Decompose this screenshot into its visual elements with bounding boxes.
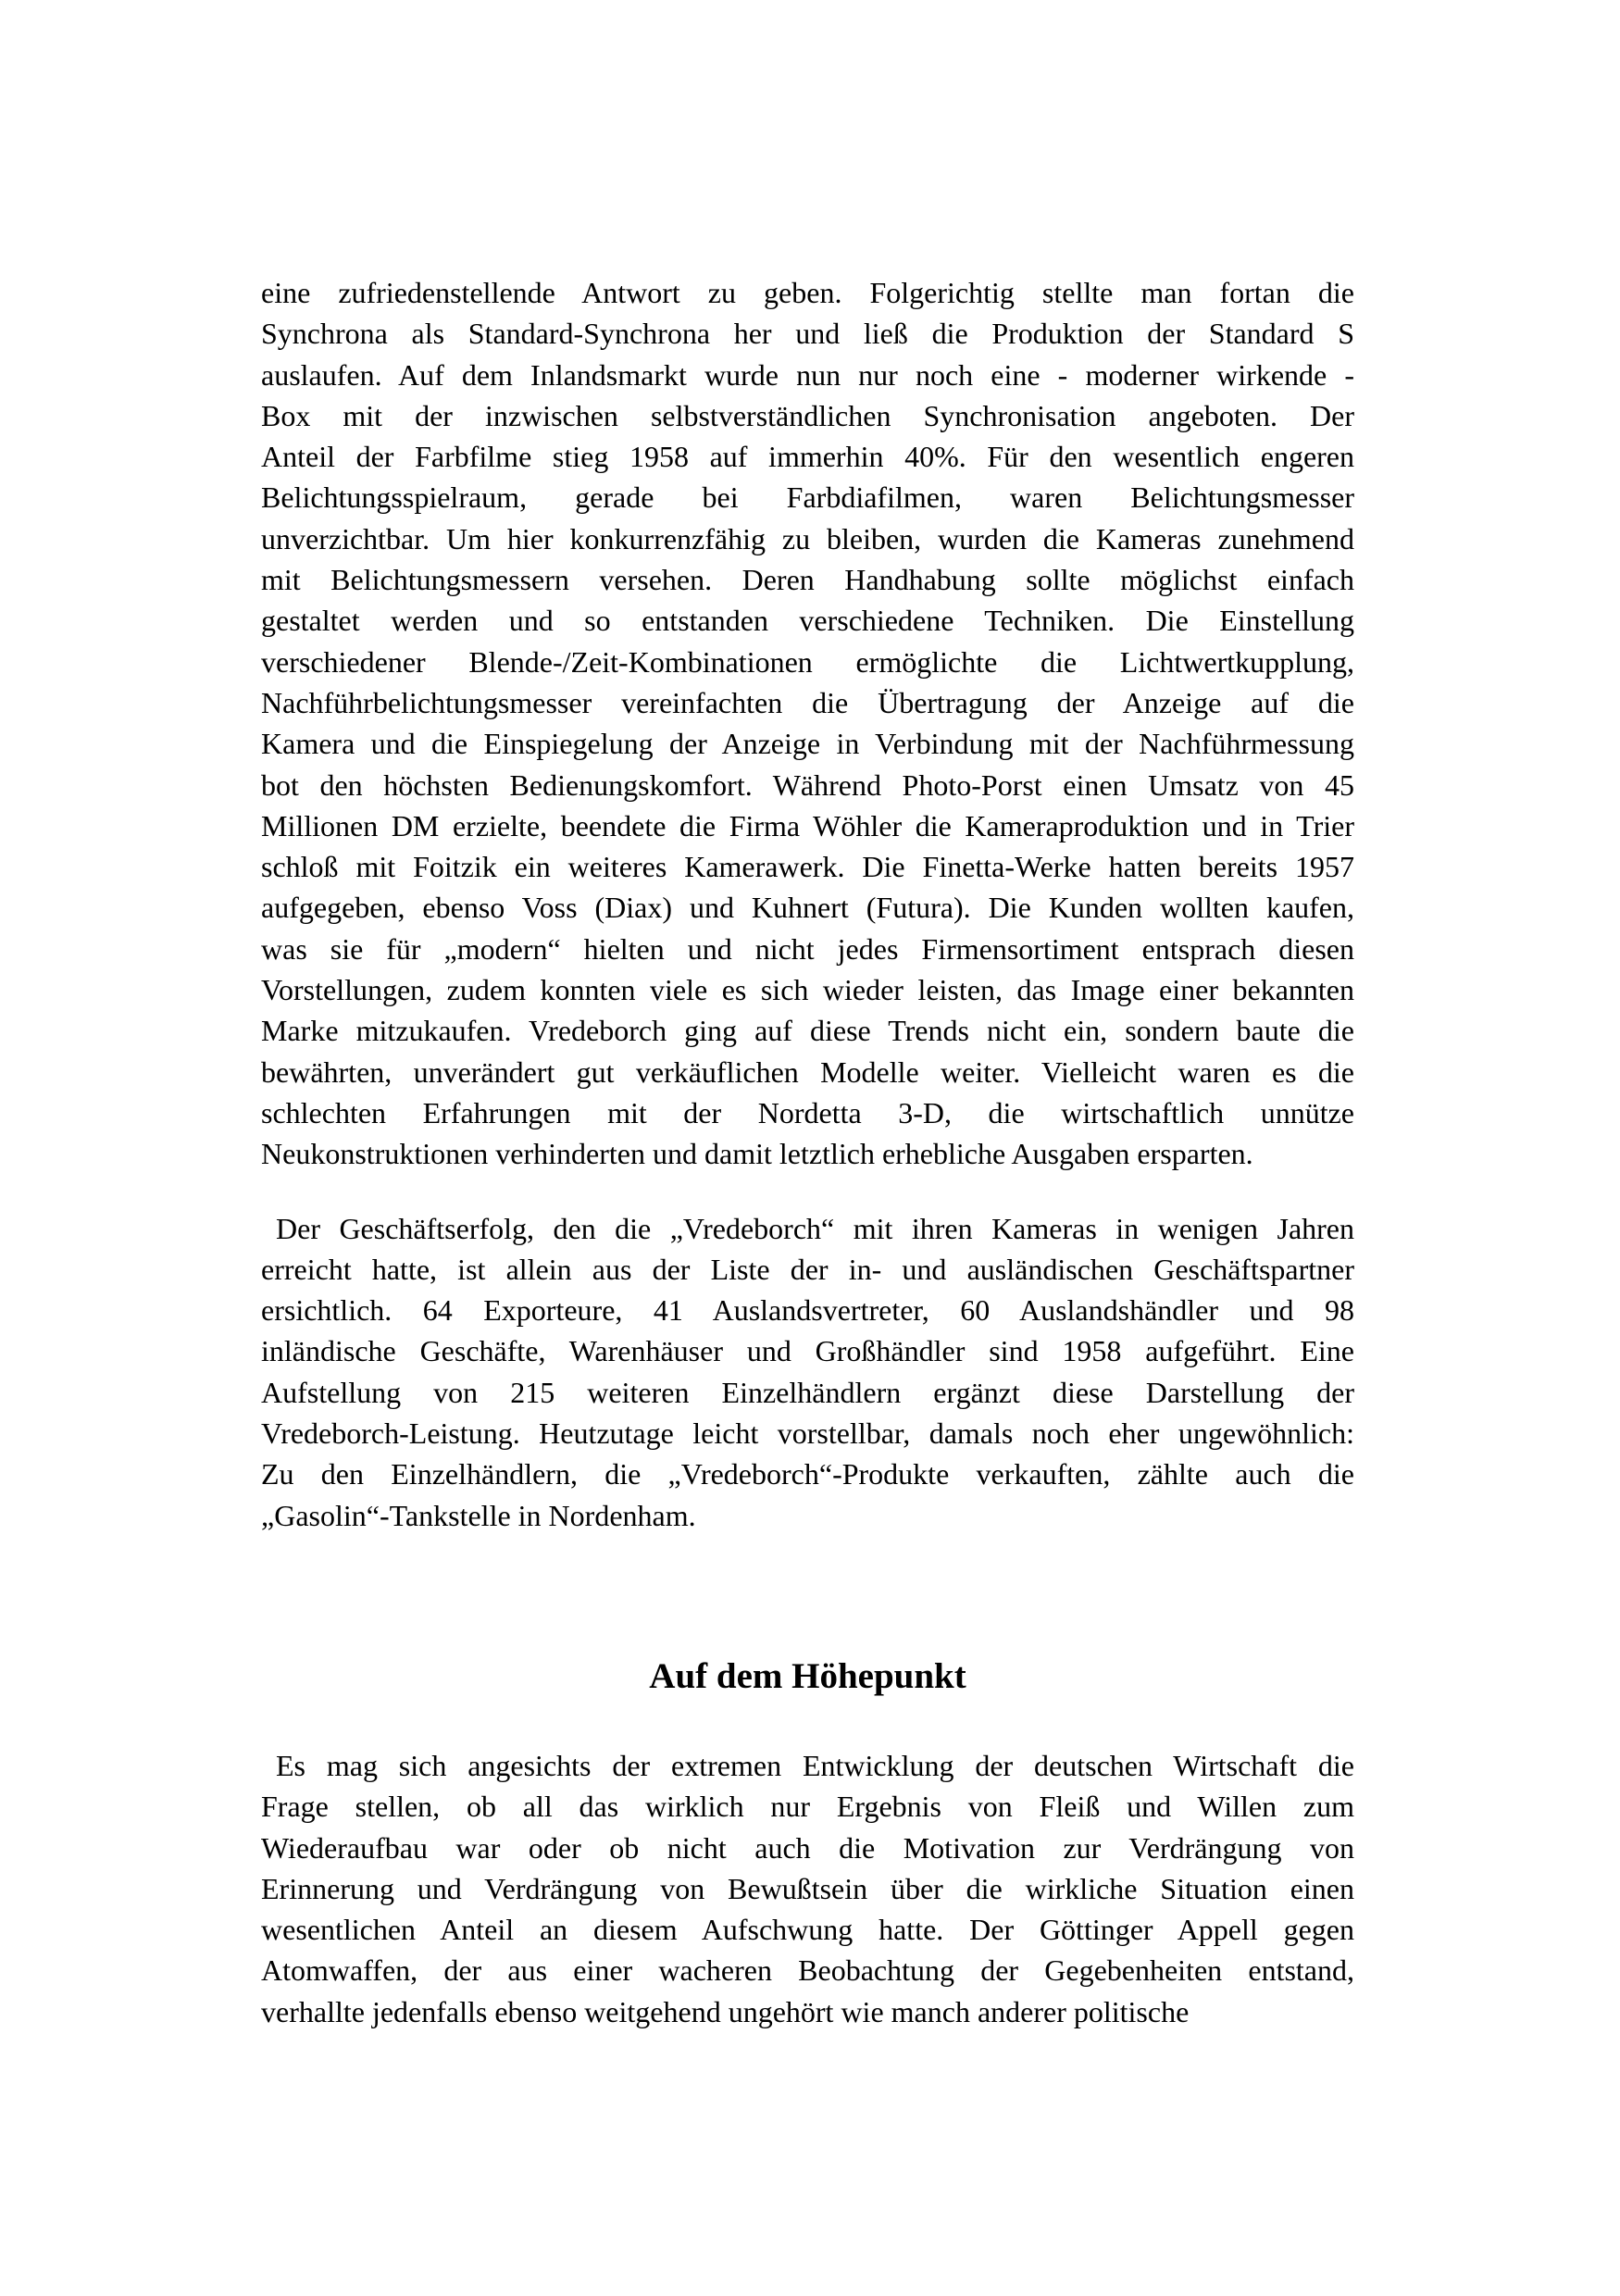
text-line: verhallte jedenfalls ebenso weitgehend ungehört wie manch anderer politische <box>261 1994 1190 2028</box>
section-heading: Auf dem Höhepunkt <box>649 1655 966 1696</box>
text-line: Wiederaufbau war oder ob nicht auch die Motivation zur Verdrängung von <box>261 1830 1354 1865</box>
text-line: erreicht hatte, ist allein aus der Liste der in- und ausländischen Geschäftspartner <box>261 1252 1354 1286</box>
text-line: eine zufriedenstellende Antwort zu geben. Folgerichtig stellte man fortan die <box>261 276 1354 309</box>
text-line: Synchrona als Standard-Synchrona her und ließ die Produktion der Standard S <box>261 317 1354 351</box>
text-line: Frage stellen, ob all das wirklich nur Ergebnis von Fleiß und Willen zum <box>261 1790 1354 1824</box>
text-line: Millionen DM erzielte, beendete die Firma Wöhler die Kameraproduktion und in Trier <box>261 808 1354 842</box>
text-line: auslaufen. Auf dem Inlandsmarkt wurde nun nur noch eine - moderner wirkende - <box>261 357 1354 392</box>
text-line: was sie für „modern“ hielten und nicht jedes Firmensortiment entsprach diesen <box>261 931 1354 966</box>
text-line: Es mag sich angesichts der extremen Entwicklung der deutschen Wirtschaft die <box>276 1748 1354 1782</box>
text-line: inländische Geschäfte, Warenhäuser und Großhändler sind 1958 aufgeführt. Eine <box>261 1334 1354 1368</box>
text-line: Marke mitzukaufen. Vredeborch ging auf diese Trends nicht ein, sondern baute die <box>261 1014 1354 1048</box>
text-line: unverzichtbar. Um hier konkurrenzfähig zu bleiben, wurden die Kameras zunehmend <box>261 521 1354 555</box>
text-line: Zu den Einzelhändlern, die „Vredeborch“-Produkte verkauften, zählte auch die <box>261 1457 1354 1491</box>
text-line: Kamera und die Einspiegelung der Anzeige in Verbindung mit der Nachführmessung <box>261 727 1354 761</box>
paragraph-hoehepunkt-intro <box>261 1745 1354 2032</box>
text-line: Box mit der inzwischen selbstverständlichen Synchronisation angeboten. Der <box>261 398 1354 432</box>
text-line: Der Geschäftserfolg, den die „Vredeborch“ mit ihren Kameras in wenigen Jahren <box>276 1211 1354 1245</box>
text-line: Anteil der Farbfilme stieg 1958 auf immerhin 40%. Für den wesentlich engeren <box>261 440 1354 474</box>
text-line: Neukonstruktionen verhinderten und damit letztlich erhebliche Ausgaben ersparten. <box>261 1137 1253 1171</box>
text-line: „Gasolin“-Tankstelle in Nordenham. <box>261 1498 696 1532</box>
text-line: Belichtungsspielraum, gerade bei Farbdiafilmen, waren Belichtungsmesser <box>261 480 1354 515</box>
text-line: bot den höchsten Bedienungskomfort. Während Photo-Porst einen Umsatz von 45 <box>261 767 1354 802</box>
text-line: Nachführbelichtungsmesser vereinfachten die Übertragung der Anzeige auf die <box>261 685 1354 719</box>
text-line: bewährten, unverändert gut verkäuflichen Modelle weiter. Vielleicht waren es die <box>261 1054 1354 1089</box>
text-line: Aufstellung von 215 weiteren Einzelhändlern ergänzt diese Darstellung der <box>261 1375 1354 1409</box>
text-line: mit Belichtungsmessern versehen. Deren Handhabung sollte möglichst einfach <box>261 563 1354 597</box>
text-line: schloß mit Foitzik ein weiteres Kamerawerk. Die Finetta-Werke hatten bereits 1957 <box>261 850 1354 884</box>
text-line: aufgegeben, ebenso Voss (Diax) und Kuhnert (Futura). Die Kunden wollten kaufen, <box>261 891 1354 925</box>
text-line: wesentlichen Anteil an diesem Aufschwung hatte. Der Göttinger Appell gegen <box>261 1913 1354 1947</box>
text-line: ersichtlich. 64 Exporteure, 41 Auslandsvertreter, 60 Auslandshändler und 98 <box>261 1293 1354 1328</box>
text-block <box>261 272 1354 2032</box>
paragraph-synchrona-production <box>261 272 1354 1175</box>
text-line: Atomwaffen, der aus einer wacheren Beobachtung der Gegebenheiten entstand, <box>261 1953 1354 1988</box>
text-line: schlechten Erfahrungen mit der Nordetta 3-D, die wirtschaftlich unnütze <box>261 1095 1354 1129</box>
text-line: Vredeborch-Leistung. Heutzutage leicht vorstellbar, damals noch eher ungewöhnlich: <box>261 1416 1354 1451</box>
paragraph-geschaeftserfolg <box>261 1208 1354 1536</box>
text-line: verschiedener Blende-/Zeit-Kombinationen ermöglichte die Lichtwertkupplung, <box>261 644 1354 679</box>
text-line: gestaltet werden und so entstanden verschiedene Techniken. Die Einstellung <box>261 604 1354 638</box>
text-line: Vorstellungen, zudem konnten viele es sich wieder leisten, das Image einer bekannten <box>261 973 1354 1007</box>
text-line: Erinnerung und Verdrängung von Bewußtsein über die wirkliche Situation einen <box>261 1871 1354 1905</box>
